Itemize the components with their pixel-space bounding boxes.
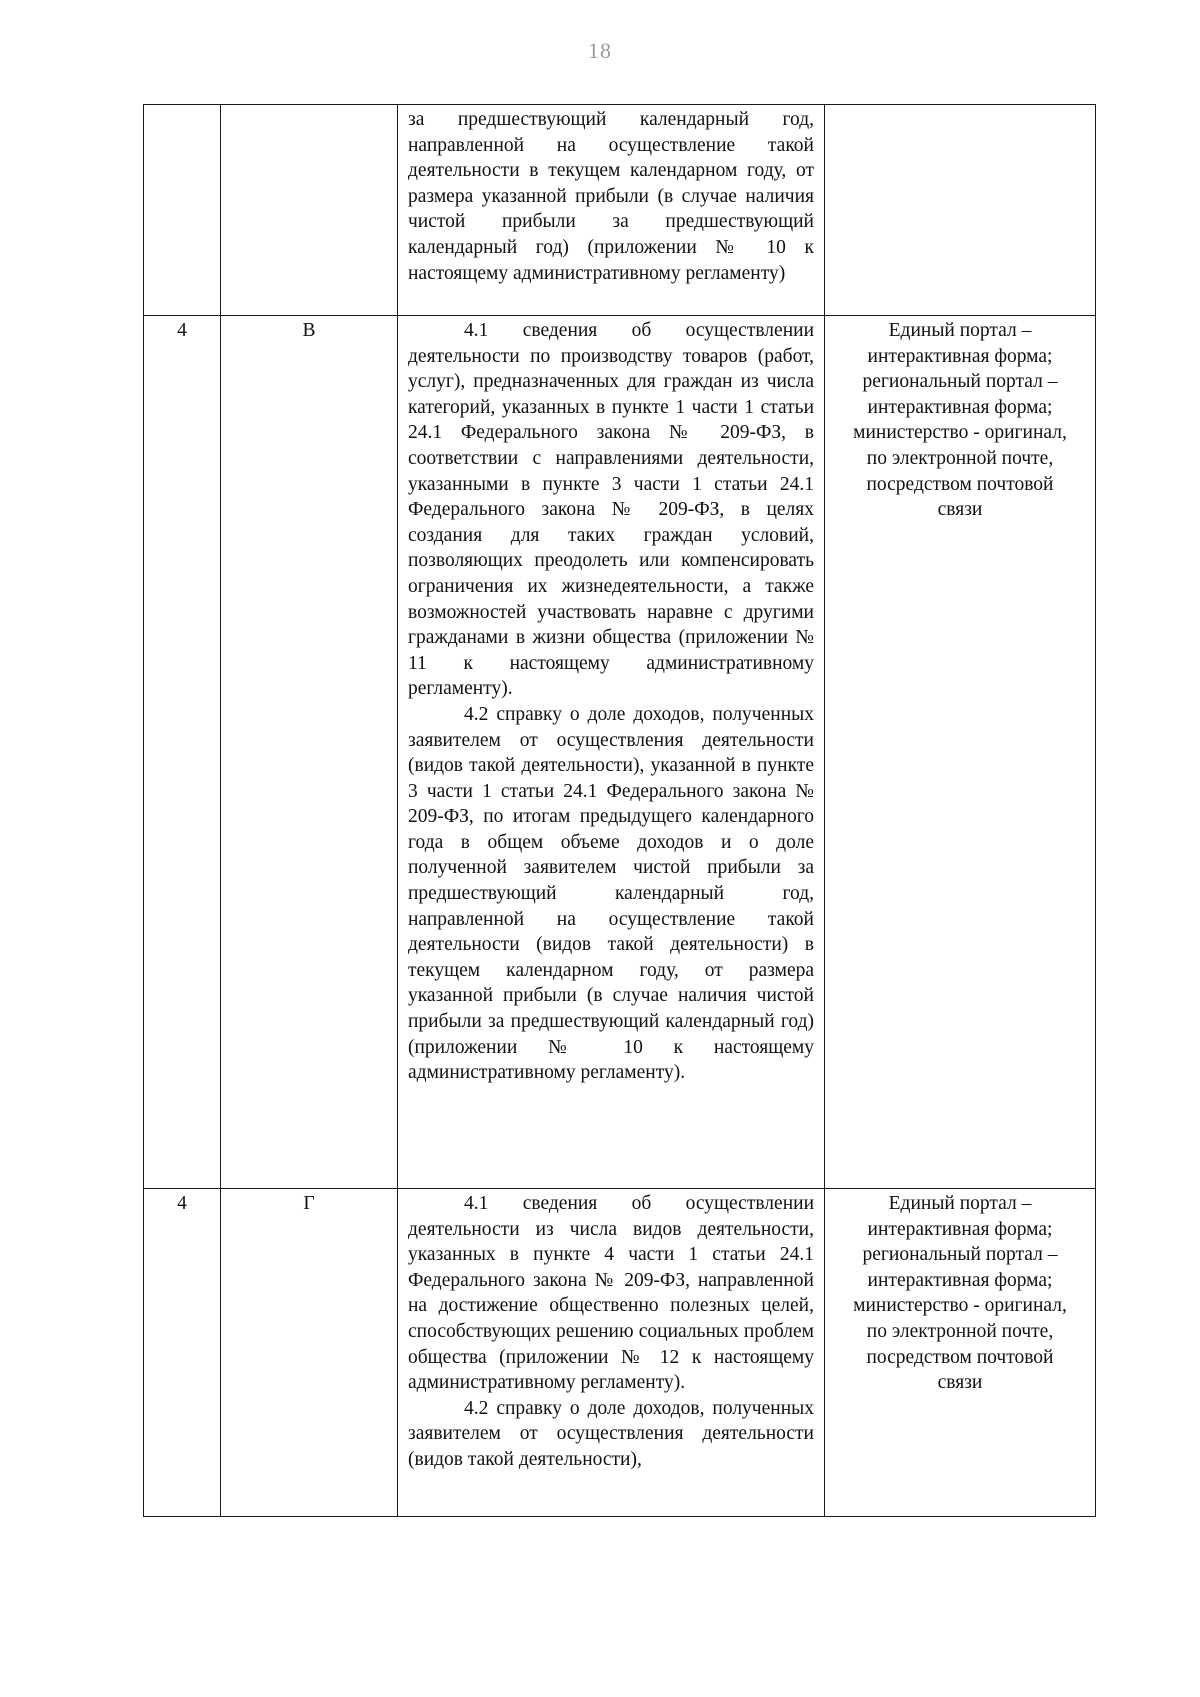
description-paragraph-4-2: 4.2 справку о доле доходов, полученных заявителем от осуществления деятельности (видов такой деятельности), указанной в пункте 3 части 1 статьи 24.1 Федерального закона № 209-ФЗ, по итогам предыдущего календарного года в общем объеме доходов и о доле полученной заявителем чистой прибыли за предшествующий календарный год, направленной на осуществление такой деятельности (видов такой деятельности) в текущем календарном году, от размера указанной прибыли (в случае наличия чистой прибыли за предшествующий календарный год) (приложении № 10 к настоящему административному регламенту).	[408, 703, 814, 1084]
method-line: по электронной почте,	[866, 447, 1054, 469]
row-letter-cell	[221, 105, 398, 316]
document-description-cell	[398, 105, 825, 316]
submission-method-cell	[825, 105, 1096, 316]
page-number: 18	[588, 38, 612, 63]
row-number-cell: 4	[144, 316, 221, 1189]
description-paragraph-4-1: 4.1 сведения об осуществлении деятельности по производству товаров (работ, услуг), предназначенных для граждан из числа категорий, указанных в пункте 1 части 1 статьи 24.1 Федерального закона № 209-ФЗ, в соответствии с направлениями деятельности, указанными в пункте 3 части 1 статьи 24.1 Федерального закона № 209-ФЗ, в целях создания для таких граждан условий, позволяющих преодолеть или компенсировать ограничения их жизнедеятельности, а также возможностей участвовать наравне с другими гражданами в жизни общества (приложении № 11 к настоящему административному регламенту).	[408, 320, 814, 700]
method-line: интерактивная форма;	[867, 396, 1053, 418]
row-letter-cell: Г	[221, 1189, 398, 1517]
method-line: министерство - оригинал,	[853, 1295, 1067, 1317]
row-number-cell: 4	[144, 1189, 221, 1517]
row-letter-cell: В	[221, 316, 398, 1189]
method-line: интерактивная форма;	[867, 1269, 1053, 1291]
method-line: региональный портал –	[862, 1244, 1058, 1266]
document-table	[143, 104, 1096, 1517]
method-line: региональный портал –	[862, 371, 1058, 393]
table-row-g	[144, 1189, 1096, 1517]
method-line: связи	[937, 499, 983, 521]
table-row-v	[144, 316, 1096, 1189]
submission-method-cell	[825, 1189, 1096, 1517]
table-row-continuation	[144, 105, 1096, 316]
document-description-cell	[398, 316, 825, 1189]
method-line: интерактивная форма;	[867, 1218, 1053, 1240]
method-line: по электронной почте,	[866, 1320, 1054, 1342]
method-line: посредством почтовой	[866, 473, 1054, 495]
method-line: Единый портал –	[888, 320, 1032, 341]
method-line: министерство - оригинал,	[853, 422, 1067, 444]
row-number-cell	[144, 105, 221, 316]
description-paragraph-4-2: 4.2 справку о доле доходов, полученных заявителем от осуществления деятельности (видов такой деятельности),	[408, 1397, 814, 1470]
submission-method-cell	[825, 316, 1096, 1189]
method-line: посредством почтовой	[866, 1346, 1054, 1368]
description-paragraph-4-1: 4.1 сведения об осуществлении деятельности из числа видов деятельности, указанных в пункте 4 части 1 статьи 24.1 Федерального закона № 209-ФЗ, направленной на достижение общественно полезных целей, способствующих решению социальных проблем общества (приложении № 12 к настоящему административному регламенту).	[408, 1193, 814, 1394]
method-line: Единый портал –	[888, 1193, 1032, 1214]
description-paragraph: за предшествующий календарный год, направленной на осуществление такой деятельности в текущем календарном году, от размера указанной прибыли (в случае наличия чистой прибыли за предшествующий календарный год) (приложении № 10 к настоящему административному регламенту)	[408, 109, 814, 284]
document-description-cell	[398, 1189, 825, 1517]
method-line: связи	[937, 1372, 983, 1394]
method-line: интерактивная форма;	[867, 345, 1053, 367]
